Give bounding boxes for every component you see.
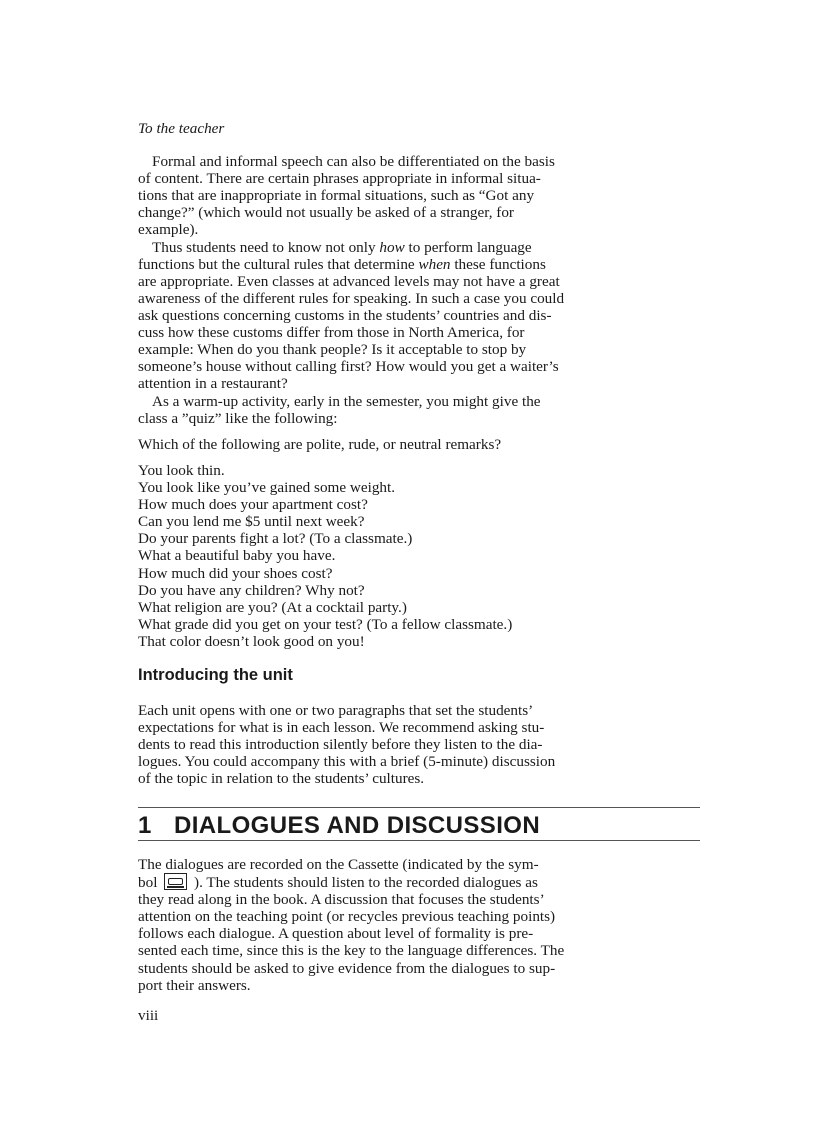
- text-segment: Thus students need to know not only: [152, 238, 380, 256]
- text-line: Formal and informal speech can also be differentiated on the basis: [152, 153, 555, 170]
- quiz-item: What religion are you? (At a cocktail party.): [138, 598, 407, 616]
- quiz-item: Do your parents fight a lot? (To a classmate.): [138, 530, 413, 548]
- section-heading: Introducing the unit: [138, 666, 293, 684]
- text-segment: to perform language: [404, 238, 532, 256]
- text-line: of the topic in relation to the students’ cultures.: [138, 770, 425, 788]
- text-line-with-symbol: [138, 873, 708, 891]
- quiz-item: Do you have any children? Why not?: [138, 581, 365, 599]
- text-line: of content. There are certain phrases appropriate in informal situa-: [138, 170, 541, 188]
- unit-rule-top: [138, 807, 700, 808]
- cassette-icon: [164, 873, 187, 890]
- emphasis-when: when: [418, 255, 451, 273]
- text-line: port their answers.: [138, 976, 251, 994]
- text-line: awareness of the different rules for speaking. In such a case you could: [138, 289, 565, 307]
- section-paragraph: [138, 702, 708, 787]
- unit-number: 1: [138, 812, 152, 839]
- quiz-item: You look thin.: [138, 462, 225, 479]
- text-line: As a warm-up activity, early in the semester, you might give the: [152, 392, 541, 410]
- quiz-item: That color doesn’t look good on you!: [138, 632, 365, 650]
- text-line: class a ”quiz” like the following:: [138, 409, 338, 427]
- quiz-prompt: [138, 436, 708, 453]
- intro-paragraph-3: [138, 393, 708, 427]
- text-line: dents to read this introduction silently before they listen to the dia-: [138, 736, 543, 754]
- page-number: viii: [138, 1007, 159, 1024]
- text-line: they read along in the book. A discussion that focuses the students’: [138, 891, 545, 909]
- quiz-list: [138, 462, 708, 650]
- intro-paragraph-2: [138, 239, 708, 393]
- text-line: tions that are inappropriate in formal situations, such as “Got any: [138, 187, 535, 205]
- unit-rule-bottom: [138, 840, 700, 841]
- text-line: expectations for what is in each lesson. We recommend asking stu-: [138, 719, 545, 737]
- text-line: example: When do you thank people? Is it acceptable to stop by: [138, 341, 527, 359]
- quiz-item: How much does your apartment cost?: [138, 496, 368, 514]
- quiz-prompt-text: Which of the following are polite, rude, or neutral remarks?: [138, 436, 502, 453]
- quiz-item: You look like you’ve gained some weight.: [138, 479, 396, 497]
- text-line: someone’s house without calling first? How would you get a waiter’s: [138, 358, 559, 376]
- text-line: example).: [138, 221, 199, 239]
- text-line: Each unit opens with one or two paragraphs that set the students’: [138, 702, 534, 719]
- text-line: follows each dialogue. A question about level of formality is pre-: [138, 925, 534, 943]
- text-line: are appropriate. Even classes at advanced levels may not have a great: [138, 272, 560, 290]
- cassette-window: [168, 878, 183, 885]
- text-line: attention in a restaurant?: [138, 375, 288, 393]
- cassette-base: [167, 886, 184, 888]
- unit-paragraph: [138, 856, 708, 994]
- text-line: logues. You could accompany this with a brief (5-minute) discussion: [138, 753, 556, 771]
- text-line: students should be asked to give evidence from the dialogues to sup-: [138, 959, 556, 977]
- text-line-with-emphasis: [138, 256, 708, 273]
- quiz-item: How much did your shoes cost?: [138, 564, 333, 582]
- unit-heading: [138, 812, 540, 840]
- quiz-item: What grade did you get on your test? (To a fellow classmate.): [138, 615, 513, 633]
- text-line: sented each time, since this is the key to the language differences. The: [138, 942, 565, 960]
- text-line: The dialogues are recorded on the Cassette (indicated by the sym-: [138, 856, 539, 873]
- text-segment: functions but the cultural rules that determine: [138, 255, 419, 273]
- running-head: To the teacher: [138, 120, 225, 137]
- text-segment: these functions: [450, 255, 546, 273]
- text-line: change?” (which would not usually be asked of a stranger, for: [138, 204, 514, 222]
- text-line-with-emphasis: [138, 239, 708, 256]
- text-segment: bol: [138, 874, 158, 892]
- text-segment: ). The students should listen to the recorded dialogues as: [194, 874, 538, 892]
- emphasis-how: how: [379, 238, 405, 256]
- text-line: ask questions concerning customs in the students’ countries and dis-: [138, 306, 552, 324]
- quiz-item: What a beautiful baby you have.: [138, 547, 336, 565]
- quiz-item: Can you lend me $5 until next week?: [138, 513, 365, 531]
- intro-paragraph-1: [138, 153, 708, 238]
- text-line: attention on the teaching point (or recycles previous teaching points): [138, 908, 556, 926]
- text-line: cuss how these customs differ from those in North America, for: [138, 323, 525, 341]
- unit-title: DIALOGUES AND DISCUSSION: [174, 812, 541, 839]
